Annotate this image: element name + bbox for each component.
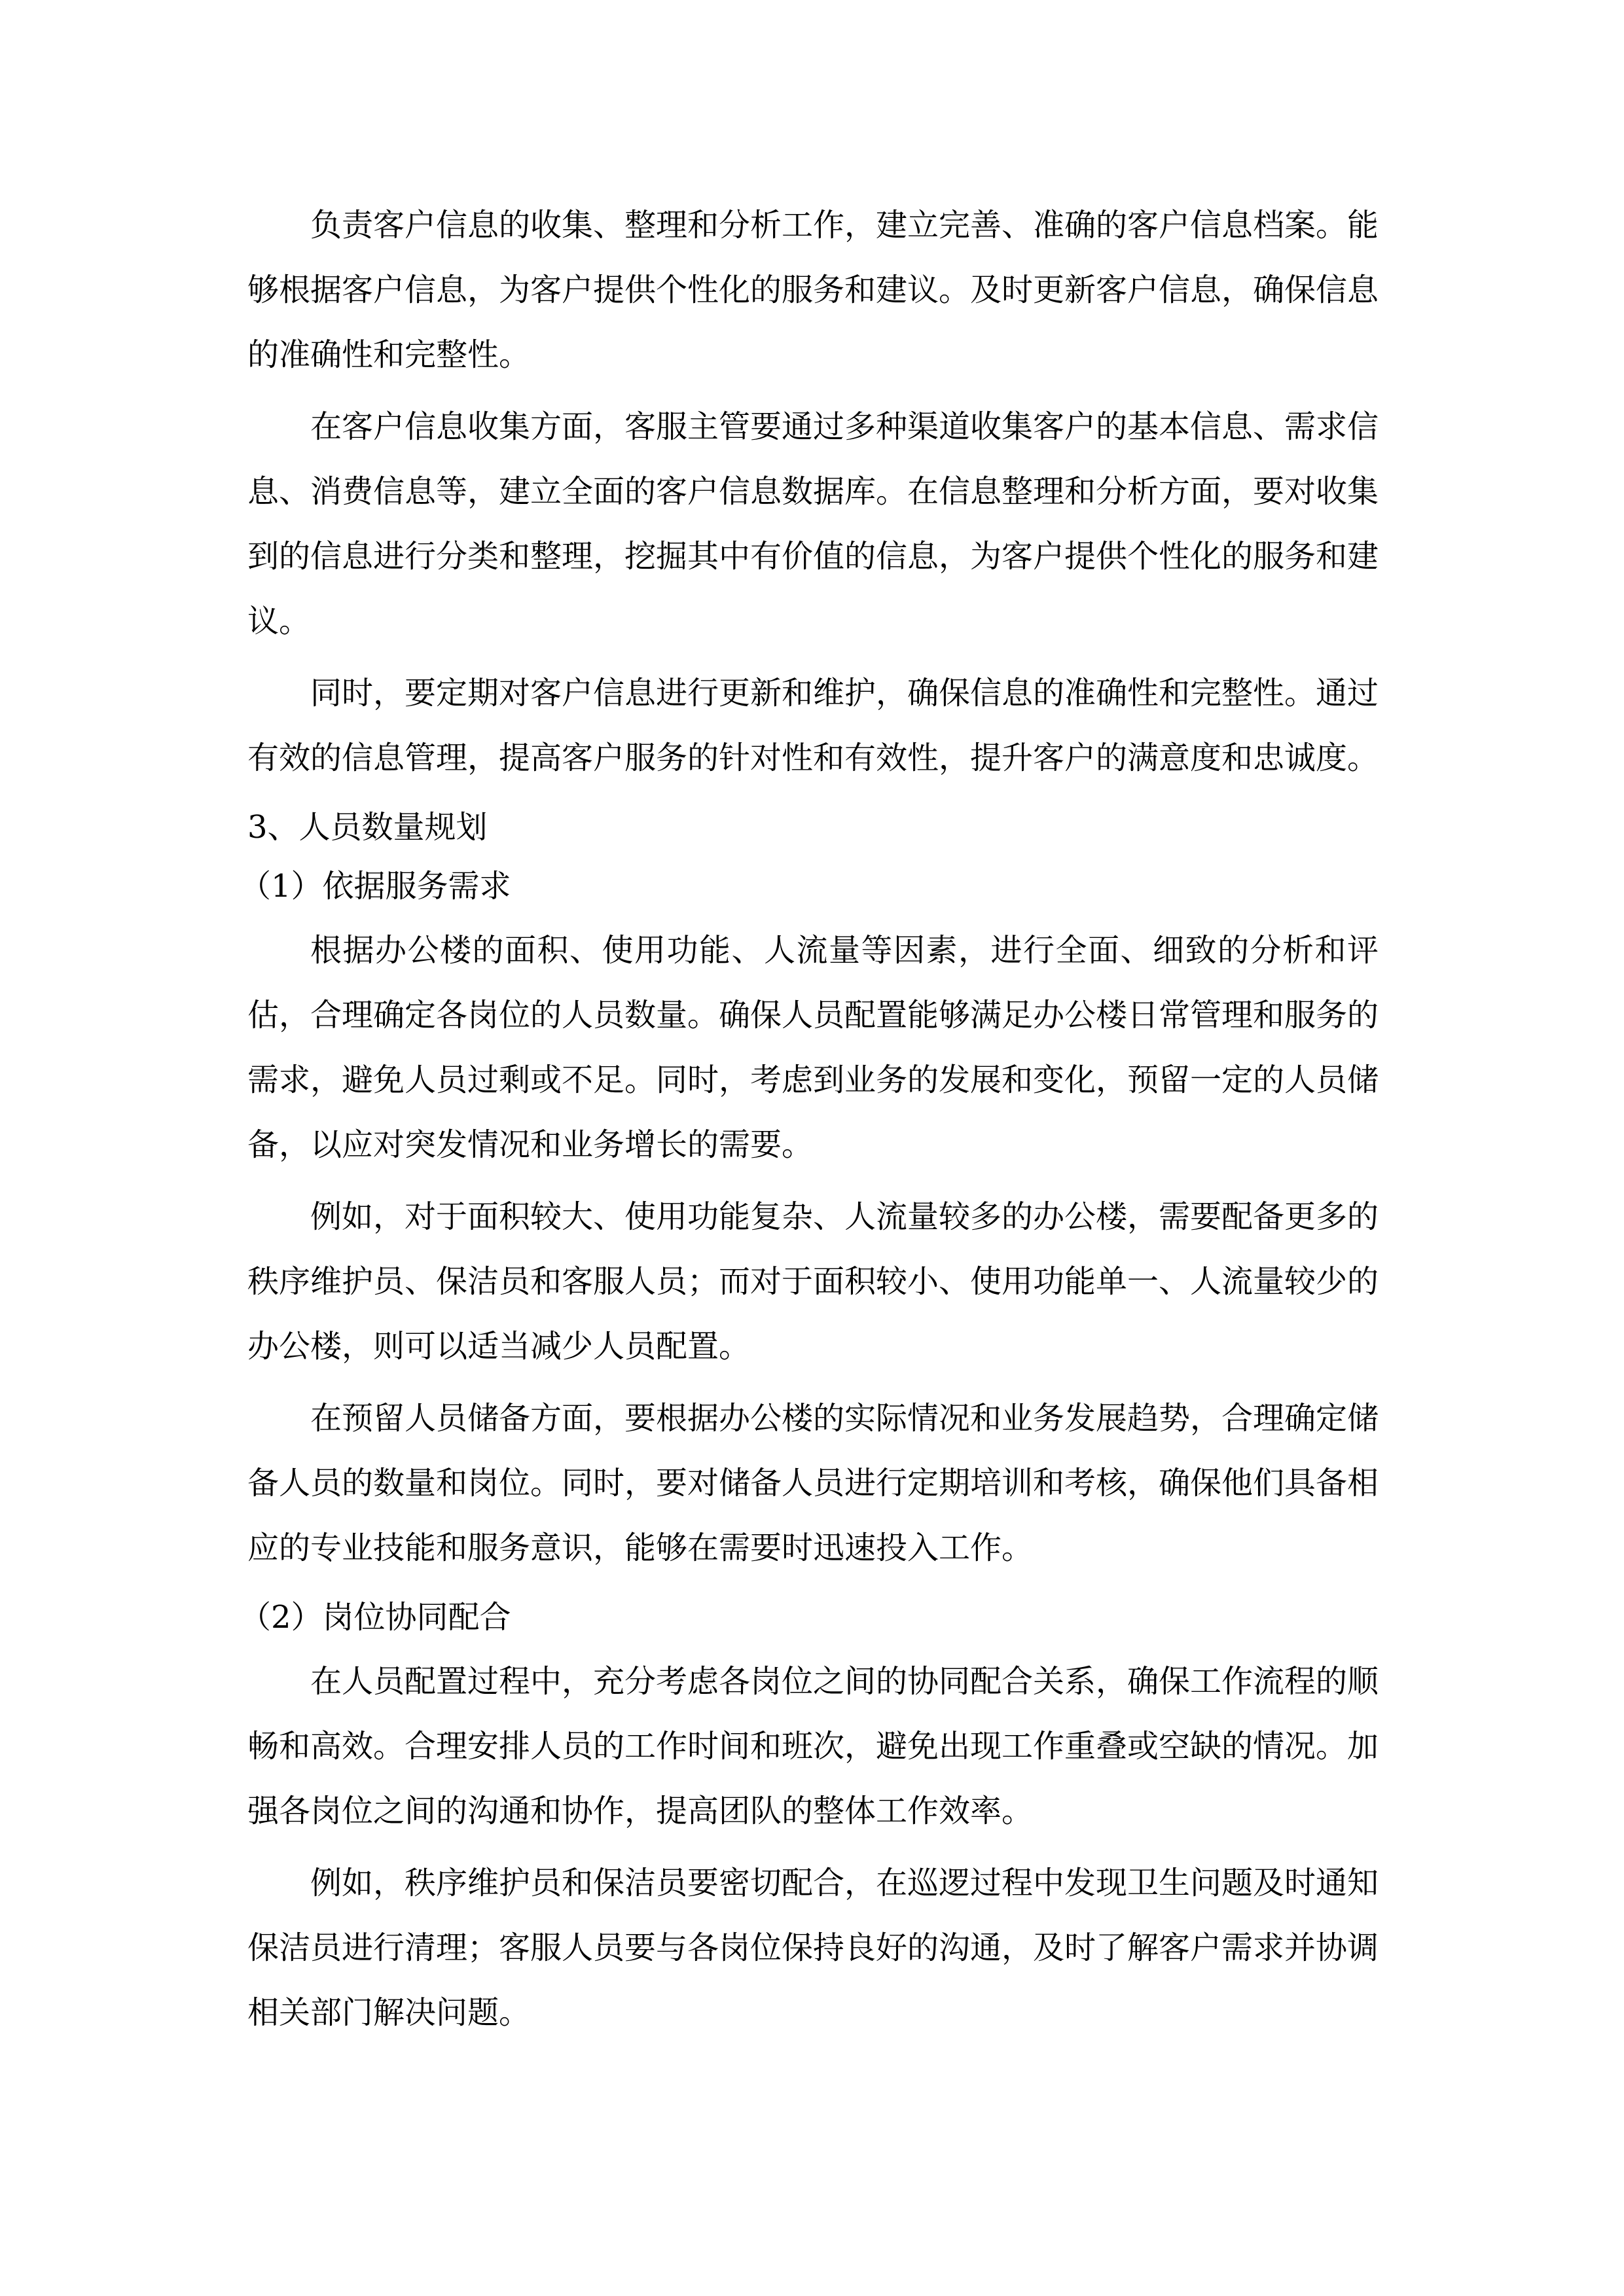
paragraph-post-coordination-example: 例如，秩序维护员和保洁员要密切配合，在巡逻过程中发现卫生问题及时通知保洁员进行清理；客服人员要与各岗位保持良好的沟通，及时了解客户需求并协调相关部门解决问题。	[247, 1865, 1379, 2031]
paragraph-customer-info-maintenance: 同时，要定期对客户信息进行更新和维护，确保信息的准确性和完整性。通过有效的信息管理，提高客户服务的针对性和有效性，提升客户的满意度和忠诚度。	[247, 675, 1379, 776]
paragraph-post-coordination: 在人员配置过程中，充分考虑各岗位之间的协同配合关系，确保工作流程的顺畅和高效。合理安排人员的工作时间和班次，避免出现工作重叠或空缺的情况。加强各岗位之间的沟通和协作，提高团队的整体工作效率。	[247, 1663, 1379, 1829]
subsection-heading-post-coordination: （2）岗位协同配合	[240, 1599, 511, 1636]
section-heading-staffing-plan: 3、人员数量规划	[247, 809, 488, 846]
paragraph-service-demand-basis: 根据办公楼的面积、使用功能、人流量等因素，进行全面、细致的分析和评估，合理确定各岗位的人员数量。确保人员配置能够满足办公楼日常管理和服务的需求，避免人员过剩或不足。同时，考虑到业务的发展和变化，预留一定的人员储备，以应对突发情况和业务增长的需要。	[247, 932, 1379, 1163]
document-body	[240, 193, 1379, 2053]
paragraph-service-demand-example: 例如，对于面积较大、使用功能复杂、人流量较多的办公楼，需要配备更多的秩序维护员、保洁员和客服人员；而对于面积较小、使用功能单一、人流量较少的办公楼，则可以适当减少人员配置。	[247, 1198, 1379, 1365]
paragraph-customer-info-collection: 在客户信息收集方面，客服主管要通过多种渠道收集客户的基本信息、需求信息、消费信息等，建立全面的客户信息数据库。在信息整理和分析方面，要对收集到的信息进行分类和整理，挖掘其中有价值的信息，为客户提供个性化的服务和建议。	[247, 408, 1379, 639]
paragraph-staff-reserve: 在预留人员储备方面，要根据办公楼的实际情况和业务发展趋势，合理确定储备人员的数量和岗位。同时，要对储备人员进行定期培训和考核，确保他们具备相应的专业技能和服务意识，能够在需要时迅速投入工作。	[247, 1400, 1379, 1566]
paragraph-customer-info-duty: 负责客户信息的收集、整理和分析工作，建立完善、准确的客户信息档案。能够根据客户信息，为客户提供个性化的服务和建议。及时更新客户信息，确保信息的准确性和完整性。	[247, 207, 1379, 373]
subsection-heading-service-demand: （1）依据服务需求	[240, 868, 511, 905]
